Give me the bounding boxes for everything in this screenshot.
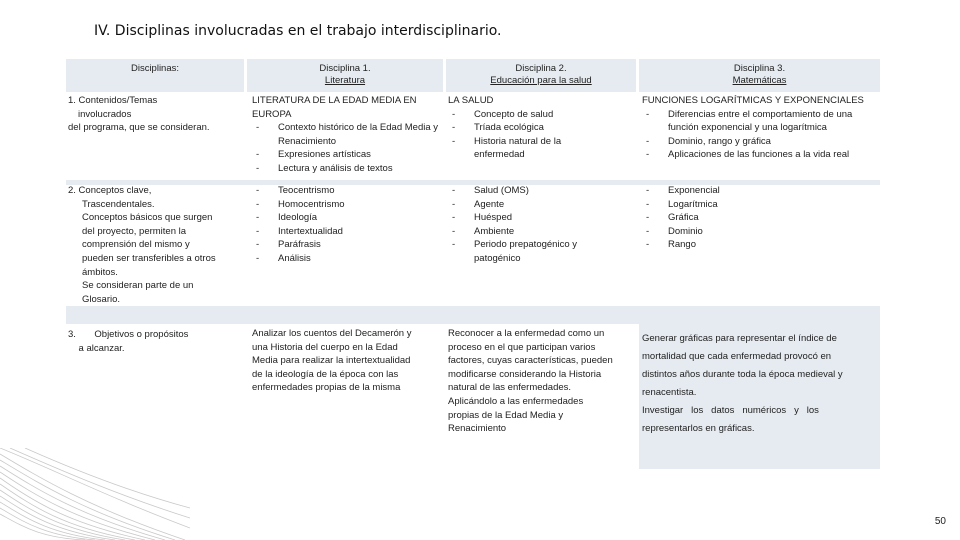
row1-mat-heading: FUNCIONES LOGARÍTMICAS Y EXPONENCIALES (642, 95, 864, 106)
header-salud (446, 59, 636, 92)
row3-literatura (252, 327, 444, 395)
list-item: - Gráfica (642, 211, 880, 225)
disciplines-table (66, 59, 880, 469)
row2-label-line: comprensión del mismo y (82, 239, 190, 251)
row1-literatura (252, 94, 440, 176)
list-item: - Periodo prepatogénico y patogénico (448, 238, 636, 265)
row3-lit-line: de la ideología de la época con las (252, 368, 399, 380)
list-item: - Tríada ecológica (448, 121, 636, 135)
row2-label-line: Glosario. (82, 293, 121, 305)
row-separator (66, 306, 880, 324)
list-item: - Salud (OMS) (448, 184, 636, 198)
row1-sal-heading: LA SALUD (448, 95, 494, 106)
header-literatura (247, 59, 443, 92)
row3-salud (448, 327, 638, 436)
row3-label-line: 3. Objetivos o propósitos (68, 329, 189, 340)
header-matematicas (639, 59, 880, 92)
row3-sal-line: factores, cuyas características, pueden (448, 355, 613, 367)
row3-sal-line: natural de las enfermedades. (448, 382, 572, 394)
row3-sal-line: Reconocer a la enfermedad como un (448, 328, 605, 339)
list-item: - Aplicaciones de las funciones a la vida real (642, 148, 880, 162)
row1-lit-heading: LITERATURA DE LA EDAD MEDIA EN (252, 95, 417, 106)
row3-sal-line: Aplicándolo a las enfermedades (448, 395, 584, 407)
list-item: - Exponencial (642, 184, 880, 198)
row1-salud (448, 94, 636, 162)
header-salud-number: Disciplina 2. (515, 63, 567, 74)
row3-mat-line: Generar gráficas para representar el índice de (642, 333, 837, 344)
row2-label-line: Se consideran parte de un (82, 280, 194, 292)
header-literatura-name: Literatura (324, 75, 366, 86)
page-number: 50 (934, 516, 946, 527)
list-item: - Rango (642, 238, 880, 252)
row3-lit-line: una Historia del cuerpo en la Edad (252, 341, 398, 353)
row3-mat-line: distintos años durante toda la época medieval y (642, 369, 843, 380)
row2-label-line: pueden ser transferibles a otros (82, 252, 216, 264)
row2-label-line: Trascendentales. (82, 198, 155, 210)
list-item: - Paráfrasis (252, 238, 440, 252)
list-item: - Historia natural de la enfermedad (448, 135, 636, 162)
list-item: - Diferencias entre el comportamiento de una función exponencial y una logarítmica (642, 108, 880, 135)
row3-sal-line: propias de la Edad Media y (448, 409, 564, 421)
list-item: - Homocentrismo (252, 198, 440, 212)
row2-literatura (252, 184, 440, 266)
list-item: - Contexto histórico de la Edad Media y Renacimiento (252, 121, 440, 148)
row3-label-line: a alcanzar. (68, 342, 125, 354)
row3-sal-line: proceso en el que participan varios (448, 341, 596, 353)
list-item: - Dominio (642, 225, 880, 239)
list-item: - Ambiente (448, 225, 636, 239)
list-item: - Logarítmica (642, 198, 880, 212)
row3-mat-line: renacentista. (642, 387, 697, 398)
row3-mat-line: Investigar los datos numéricos y los (642, 405, 819, 416)
row2-matematicas (642, 184, 880, 252)
row1-matematicas (642, 94, 880, 162)
row2-label-line: Conceptos básicos que surgen (82, 212, 213, 224)
row3-lit-line: Media para realizar la intertextualidad (252, 355, 411, 367)
header-disciplinas (66, 59, 244, 92)
row3-sal-line: Renacimiento (448, 423, 507, 435)
row3-lit-line: Analizar los cuentos del Decamerón y (252, 328, 412, 339)
list-item: - Huésped (448, 211, 636, 225)
row2-label-line: ámbitos. (82, 266, 118, 278)
list-item: - Dominio, rango y gráfica (642, 135, 880, 149)
row1-lit-heading: EUROPA (252, 108, 292, 120)
list-item: - Lectura y análisis de textos (252, 162, 440, 176)
row1-label (68, 94, 246, 135)
row2-label-line: 2. Conceptos clave, (68, 185, 152, 196)
row3-sal-line: modificarse considerando la Historia (448, 368, 602, 380)
row2-label-line: del proyecto, permiten la (82, 225, 187, 237)
slide-title: IV. Disciplinas involucradas en el trabajo interdisciplinario. (94, 23, 502, 39)
row2-label (68, 184, 246, 306)
list-item: - Concepto de salud (448, 108, 636, 122)
row1-label-line: 1. Contenidos/Temas (68, 95, 158, 106)
header-matematicas-number: Disciplina 3. (733, 63, 786, 74)
row3-mat-line: representarlos en gráficas. (642, 423, 755, 434)
list-item: - Intertextualidad (252, 225, 440, 239)
row3-label (68, 328, 246, 355)
row1-label-line: del programa, que se consideran. (68, 122, 210, 134)
row3-matematicas (642, 330, 878, 438)
row3-lit-line: enfermedades propias de la misma (252, 382, 401, 394)
header-salud-name: Educación para la salud (490, 75, 592, 86)
list-item: - Agente (448, 198, 636, 212)
row3-mat-line: mortalidad que cada enfermedad provocó en (642, 351, 832, 362)
list-item: - Teocentrismo (252, 184, 440, 198)
list-item: - Ideología (252, 211, 440, 225)
list-item: - Análisis (252, 252, 440, 266)
row1-label-line: involucrados (78, 108, 132, 120)
header-disciplinas-label: Disciplinas: (130, 63, 180, 74)
header-matematicas-name: Matemáticas (732, 75, 787, 86)
header-literatura-number: Disciplina 1. (319, 63, 371, 74)
row2-salud (448, 184, 636, 266)
list-item: - Expresiones artísticas (252, 148, 440, 162)
